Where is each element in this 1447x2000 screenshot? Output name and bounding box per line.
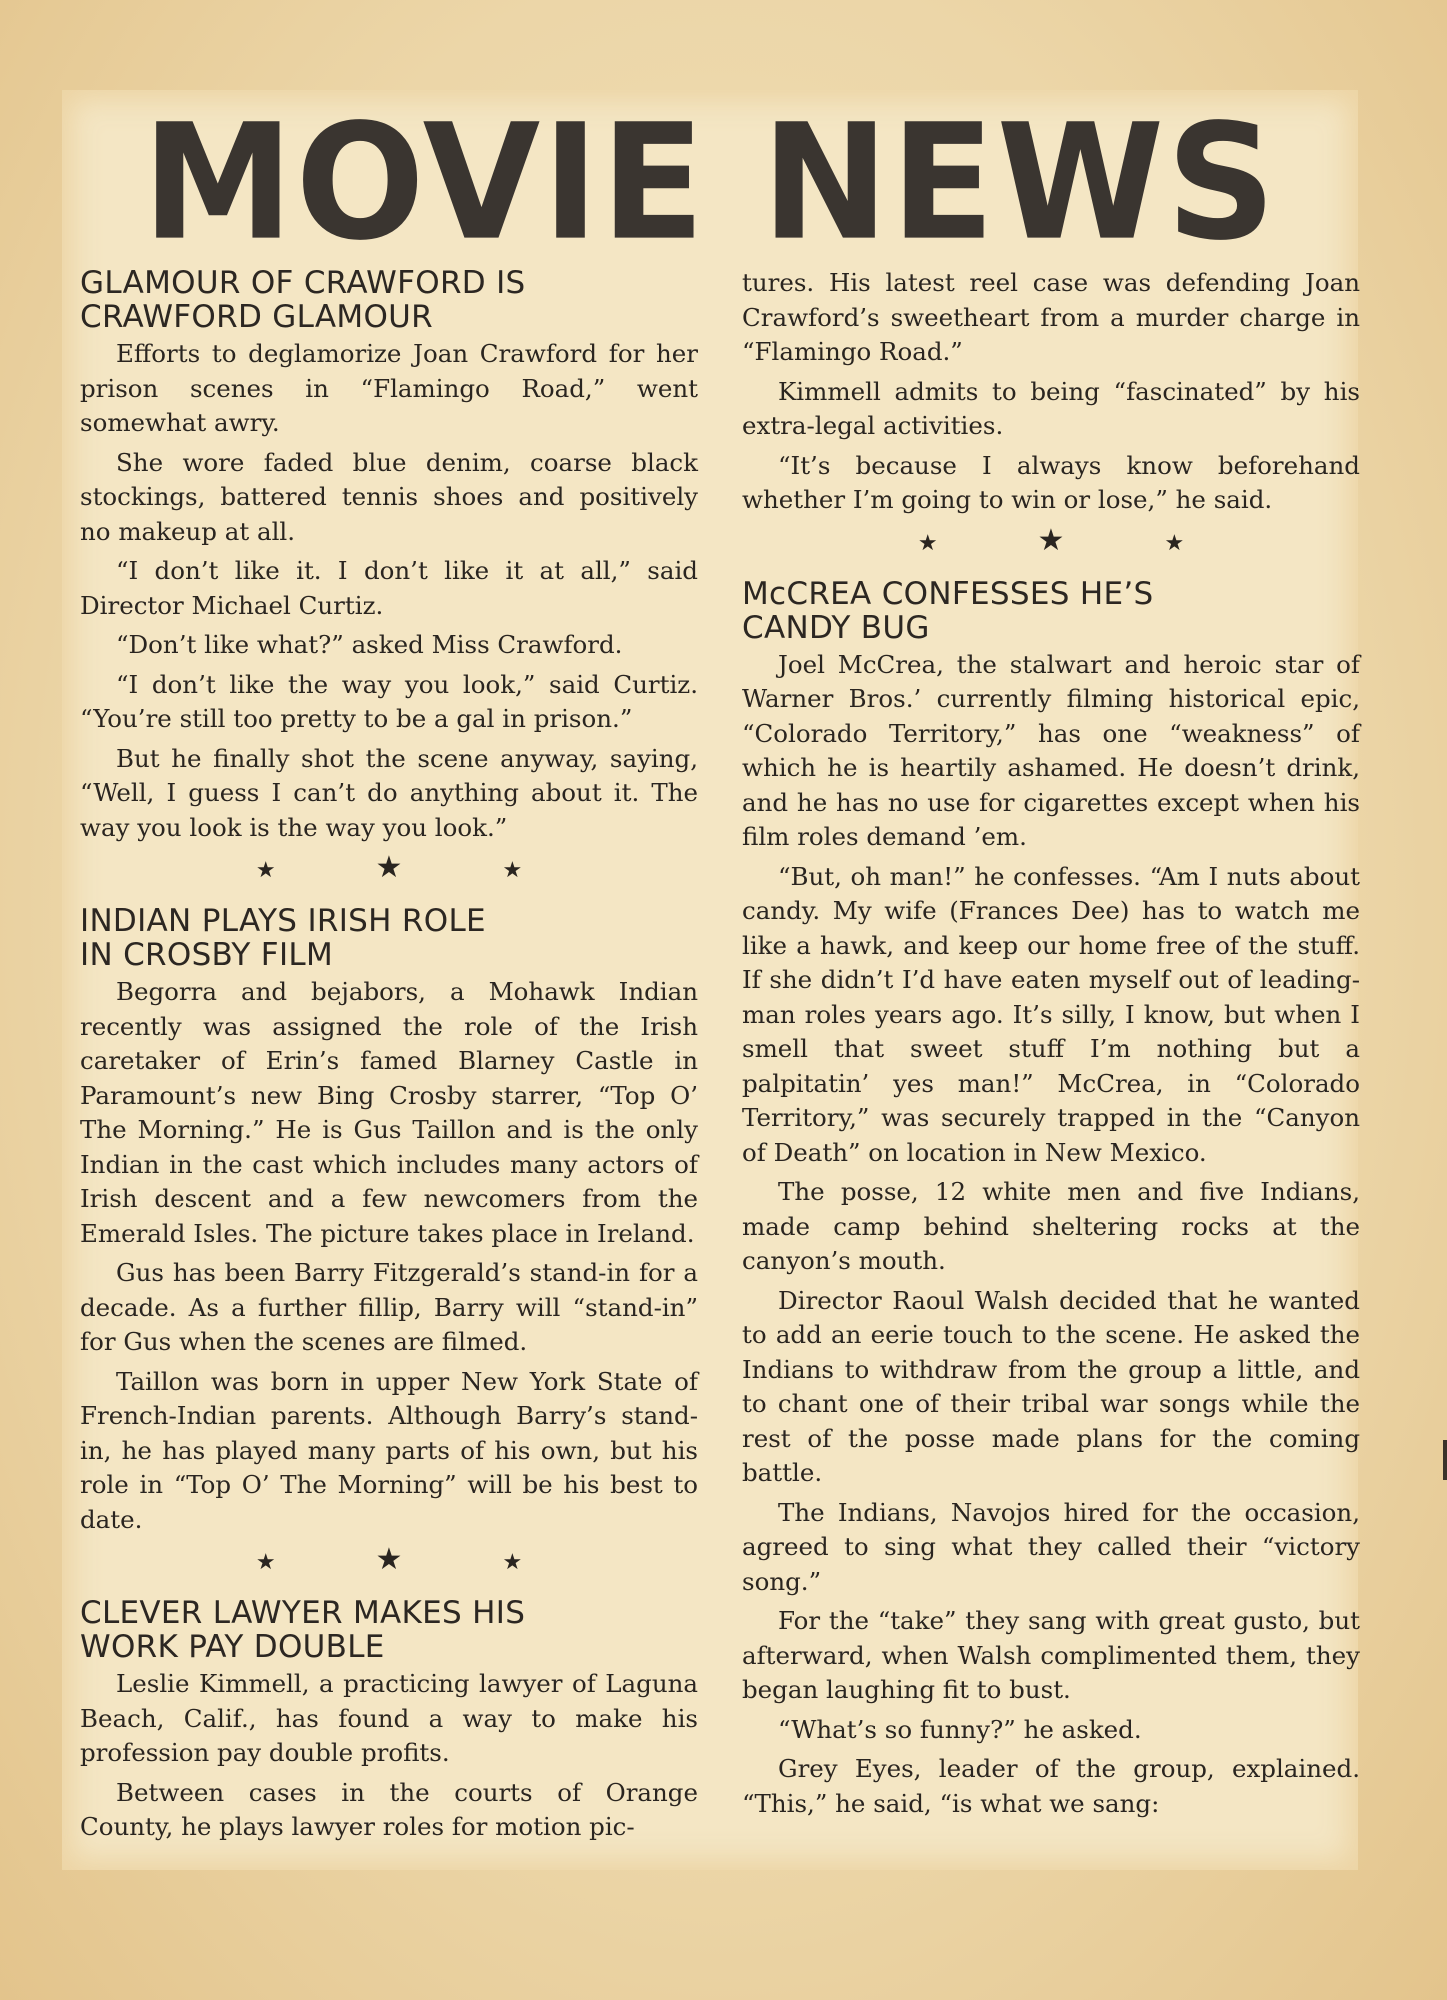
star-divider: [80, 1543, 698, 1580]
paragraph: Director Raoul Walsh decided that he wanted to add an eerie touch to the scene. He asked the Indians to withdraw from the group a little, and to chant one of their tribal war songs while the rest of the posse made plans for the coming battle.: [742, 1285, 1360, 1487]
paragraph: “But, oh man!” he confesses. “Am I nuts about candy. My wife (Frances Dee) has to watch me like a hawk, and keep our home free of the stuff. If she didn’t I’d have eaten myself out of leading-man roles years ago. It’s silly, I know, but when I smell that sweet stuff I’m nothing but a palpitatin’ yes man!” McCrea, in “Colorado Territory,” was securely trapped in the “Canyon of Death” on location in New Mexico.: [742, 861, 1360, 1167]
paragraph: The Indians, Navojos hired for the occasion, agreed to sing what they called their “victory song.”: [742, 1497, 1360, 1596]
star-icon: ★: [255, 858, 276, 883]
star-icon: ★: [1037, 522, 1065, 558]
right-column: [742, 266, 1360, 1826]
headline-line: CANDY BUG: [742, 609, 930, 646]
headline-lawyer: [80, 1596, 698, 1664]
paragraph: Joel McCrea, the stalwart and heroic star of Warner Bros.’ currently filming historical epic, “Colorado Territory,” has one “weakness” of which he is heartily ashamed. He doesn’t drink, and he has no use for cigarettes except when his film roles demand ’em.: [742, 649, 1360, 851]
headline-line: IN CROSBY FILM: [80, 937, 334, 973]
paragraph: Gus has been Barry Fitzgerald’s stand-in for a decade. As a further fillip, Barry will “stand-in” for Gus when the scenes are filmed.: [80, 1258, 698, 1356]
edge-mark: [1443, 1440, 1447, 1480]
paragraph: Taillon was born in upper New York State of French-Indian parents. Although Barry’s stand-in, he has played many parts of his own, but his role in “Top O’ The Morning” will be his best to date.: [80, 1366, 698, 1534]
article-lawyer-continued: [742, 266, 1360, 518]
paragraph: But he finally shot the scene anyway, saying, “Well, I guess I can’t do anything about it. The way you look is the way you look.”: [80, 743, 698, 842]
paragraph: “What’s so funny?” he asked.: [778, 1714, 1142, 1744]
headline-line: CLEVER LAWYER MAKES HIS: [80, 1595, 526, 1631]
paragraph: “Don’t like what?” asked Miss Crawford.: [116, 630, 623, 659]
paragraph: Kimmell admits to being “fascinated” by his extra-legal activities.: [742, 376, 1360, 440]
masthead-title: MOVIE NEWS: [142, 89, 1278, 276]
article-lawyer: [80, 1596, 698, 1845]
paragraph: “It’s because I always know beforehand whether I’m going to win or lose,” he said.: [742, 450, 1360, 514]
paragraph: “I don’t like the way you look,” said Curtiz. “You’re still too pretty to be a gal in prison.”: [80, 669, 698, 733]
headline-line: CRAWFORD GLAMOUR: [80, 299, 433, 335]
headline-line: INDIAN PLAYS IRISH ROLE: [80, 903, 486, 939]
star-icon: ★: [375, 850, 403, 885]
star-icon: ★: [255, 1550, 276, 1575]
headline-line: WORK PAY DOUBLE: [80, 1629, 385, 1665]
star-icon: ★: [1164, 530, 1185, 556]
headline-indian: [80, 904, 698, 972]
paragraph: Efforts to deglamorize Joan Crawford for her prison scenes in “Flamingo Road,” went somewhat awry.: [80, 339, 698, 437]
star-icon: ★: [917, 530, 938, 556]
star-divider: [80, 851, 698, 888]
paragraph: Leslie Kimmell, a practicing lawyer of Laguna Beach, Calif., has found a way to make his profession pay double profits.: [80, 1669, 698, 1767]
headline-line: McCREA CONFESSES HE’S: [742, 575, 1154, 612]
paragraph: tures. His latest reel case was defending Joan Crawford’s sweetheart from a murder charge in “Flamingo Road.”: [742, 268, 1360, 366]
paragraph: Grey Eyes, leader of the group, explained. “This,” he said, “is what we sang:: [742, 1754, 1360, 1818]
left-column: [80, 266, 698, 1850]
star-divider: [742, 524, 1360, 561]
article-indian: [80, 904, 698, 1537]
article-crawford: [80, 266, 698, 845]
star-icon: ★: [502, 1550, 523, 1575]
headline-crawford: [80, 266, 698, 334]
paragraph: Begorra and bejabors, a Mohawk Indian recently was assigned the role of the Irish caretaker of Erin’s famed Blarney Castle in Paramount’s new Bing Crosby starrer, “Top O’ The Morning.” He is Gus Taillon and is the only Indian in the cast which includes many actors of Irish descent and a few newcomers from the Emerald Isles. The picture takes place in Ireland.: [80, 977, 698, 1248]
headline-line: GLAMOUR OF CRAWFORD IS: [80, 265, 526, 301]
headline-mccrea: [742, 577, 1360, 645]
star-icon: ★: [502, 858, 523, 883]
paragraph: Between cases in the courts of Orange County, he plays lawyer roles for motion pic-: [80, 1777, 698, 1841]
star-icon: ★: [375, 1542, 403, 1577]
magazine-page: [62, 90, 1358, 1870]
paragraph: For the “take” they sang with great gusto, but afterward, when Walsh complimented them, they began laughing fit to bust.: [742, 1606, 1360, 1704]
article-mccrea: [742, 577, 1360, 1822]
paragraph: “I don’t like it. I don’t like it at all,” said Director Michael Curtiz.: [80, 556, 698, 620]
paragraph: She wore faded blue denim, coarse black stockings, battered tennis shoes and positively no makeup at all.: [80, 447, 698, 546]
paragraph: The posse, 12 white men and five Indians, made camp behind sheltering rocks at the canyon’s mouth.: [742, 1177, 1360, 1275]
